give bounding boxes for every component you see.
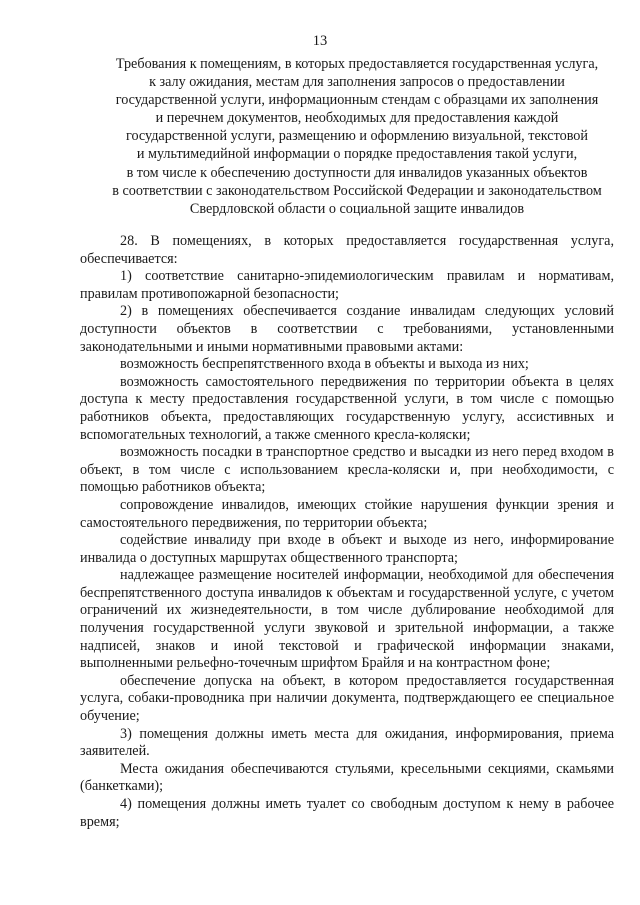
list-item-1: 1) соответствие санитарно-эпидемиологическим правилам и нормативам, правилам противопожарной безопасности; [80,268,614,302]
condition-escort: сопровождение инвалидов, имеющих стойкие нарушения функции зрения и самостоятельного передвижения, по территории объекта; [80,496,614,531]
condition-information: надлежащее размещение носителей информации, необходимой для обеспечения беспрепятственного доступа инвалидов к объектам и государственной услуге, с учетом ограничений их жизнедеятельности, в том числе дублирование необходимой для получения государственной услуги звуковой и зрительной информации, а также надписей, знаков и иной текстовой и графической информации знаками, выполненными рельефно-точечным шрифтом Брайля и на контрастном фоне; [80,567,614,672]
heading-line: к залу ожидания, местам для заполнения запросов о предоставлении [149,74,565,91]
paragraph-28: 28. В помещениях, в которых предоставляется государственная услуга, обеспечивается: [80,233,614,267]
waiting-seats: Места ожидания обеспечиваются стульями, кресельными секциями, скамьями (банкетками); [80,760,614,795]
list-item-3: 3) помещения должны иметь места для ожидания, информирования, приема заявителей. [80,725,614,760]
page-number: 13 [312,33,328,49]
condition-entry: возможность беспрепятственного входа в объекты и выхода из них; [120,356,529,373]
condition-movement: возможность самостоятельного передвижения по территории объекта в целях доступа к месту предоставления государственной услуги, в том числе с помощью работников объекта, предоставляющих государственную услугу, ассистивных и вспомогательных технологий, а также сменного кресла-коляски; [80,373,614,443]
heading-line: Свердловской области о социальной защите инвалидов [189,200,525,217]
heading-line: государственной услуги, информационным стендам с образцами их заполнения [115,92,599,109]
condition-guide-dog: обеспечение допуска на объект, в котором предоставляется государственная услуга, собаки-проводника при наличии документа, подтверждающего ее специальное обучение; [80,672,614,725]
document-body [80,233,614,831]
condition-transport: возможность посадки в транспортное средство и высадки из него перед входом в объект, в том числе с использованием кресла-коляски и, при необходимости, с помощью работников объекта; [80,444,614,496]
heading-line: государственной услуги, размещению и оформлению визуальной, текстовой [125,128,588,145]
list-item-4: 4) помещения должны иметь туалет со свободным доступом к нему в рабочее время; [80,796,614,830]
heading-line: и мультимедийной информации о порядке предоставления такой услуги, [136,146,578,163]
list-item-2: 2) в помещениях обеспечивается создание инвалидам следующих условий доступности объектов в соответствии с требованиями, установленными законодательными и иными нормативными правовыми актами: [80,303,614,355]
heading-line: и перечнем документов, необходимых для предоставления каждой [155,110,559,127]
heading-line: в том числе к обеспечению доступности для инвалидов указанных объектов [126,164,588,181]
heading-line: в соответствии с законодательством Российской Федерации и законодательством [112,182,602,199]
condition-assistance: содействие инвалиду при входе в объект и выходе из него, информирование инвалида о доступных маршрутах общественного транспорта; [80,532,614,566]
heading-line: Требования к помещениям, в которых предоставляется государственная услуга, [115,56,599,72]
section-heading [78,55,636,218]
